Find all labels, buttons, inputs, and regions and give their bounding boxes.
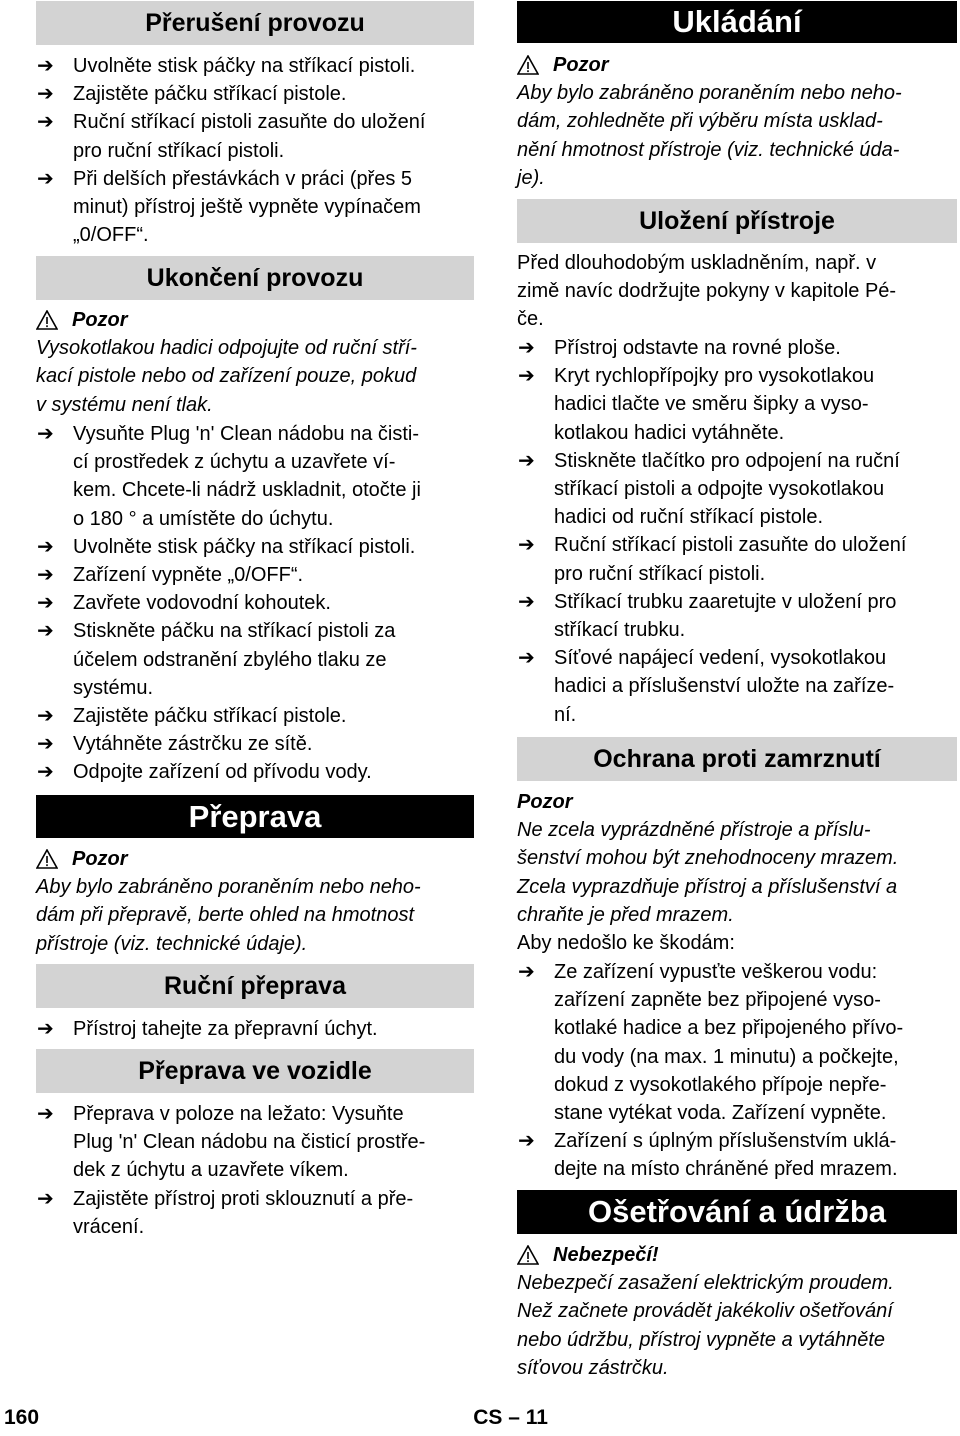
text-line: dokud z vysokotlakého přípoje nepře- (554, 1073, 887, 1096)
text-line: chraňte je před mrazem. (517, 903, 734, 926)
warning-ukladani (517, 51, 957, 192)
text-line: Stiskněte tlačítko pro odpojení na ruční (554, 449, 900, 472)
arrow-right-icon: ➔ (518, 337, 535, 359)
arrow-right-icon: ➔ (37, 111, 54, 134)
warning-text (517, 79, 957, 192)
text-line: du vody (na max. 1 minutu) a počkejte, (554, 1045, 899, 1068)
text-line: stříkací trubku. (554, 619, 686, 642)
list-item (36, 108, 474, 164)
heading-ochrana-proti-zamrznuti: Ochrana proti zamrznutí (517, 737, 957, 781)
heading-preprava-ve-vozidle: Přeprava ve vozidle (36, 1049, 474, 1093)
text-line: kotlakou hadici vytáhněte. (554, 421, 785, 444)
arrow-right-icon: ➔ (518, 961, 535, 983)
list-item (36, 1185, 474, 1241)
arrow-right-icon: ➔ (518, 647, 535, 670)
warning-header (36, 306, 474, 334)
arrow-right-icon: ➔ (37, 535, 54, 558)
text-line: Zavřete vodovodní kohoutek. (73, 592, 331, 615)
text-line: síťovou zástrčku. (517, 1356, 669, 1379)
arrow-right-icon: ➔ (37, 167, 54, 190)
list-preprava-ve-vozidle (36, 1100, 474, 1241)
warning-header (517, 1241, 957, 1269)
text-line: Odpojte zařízení od přívodu vody. (73, 761, 372, 784)
warning-text (517, 1269, 957, 1382)
text-line: če. (517, 308, 544, 331)
arrow-right-icon: ➔ (37, 1103, 54, 1125)
arrow-right-icon: ➔ (37, 423, 54, 445)
text-line: Zajistěte páčku stříkací pistole. (73, 705, 347, 728)
list-item (517, 588, 957, 644)
text-line: je). (517, 166, 545, 189)
arrow-right-icon: ➔ (37, 1187, 54, 1210)
heading-preruseni-provozu: Přerušení provozu (36, 1, 474, 45)
text-line: zimě navíc dodržujte pokyny v kapitole Pé- (517, 280, 897, 303)
text-line: Nebezpečí zasažení elektrickým proudem. (517, 1272, 894, 1295)
text-line: Při delších přestávkách v práci (přes 5 (73, 167, 413, 190)
warning-ochrana-proti-zamrznuti (517, 788, 957, 929)
list-item (517, 362, 957, 447)
text-line: Vysokotlakou hadici odpojujte od ruční stří- (36, 337, 417, 360)
text-line: Vysuňte Plug 'n' Clean nádobu na čisti- (73, 423, 419, 445)
warning-label: Pozor (72, 309, 128, 331)
list-item (36, 758, 474, 786)
text-line: pro ruční stříkací pistoli. (73, 139, 285, 162)
text-line: systému. (73, 676, 154, 699)
text-line: Ruční stříkací pistoli zasuňte do uložení (554, 534, 907, 557)
warning-label: Nebezpečí! (553, 1244, 659, 1266)
page-number: 160 (4, 1406, 40, 1429)
list-item (517, 447, 957, 532)
warning-header (517, 51, 957, 79)
text-line: Aby bylo zabráněno poraněním nebo neho- (517, 82, 902, 105)
warning-triangle-icon (36, 310, 58, 330)
heading-ulozeni-pristroje: Uložení přístroje (517, 199, 957, 243)
list-rucni-preprava (36, 1015, 474, 1043)
warning-triangle-icon (517, 55, 539, 75)
warning-preprava (36, 845, 474, 958)
text-line: kotlaké hadice a bez připojeného přívo- (554, 1017, 904, 1040)
list-item (517, 334, 957, 362)
text-line: dek z úchytu a uzavřete víkem. (73, 1159, 349, 1182)
arrow-right-icon: ➔ (518, 590, 535, 613)
text-line: Vytáhněte zástrčku ze sítě. (73, 733, 313, 756)
arrow-right-icon: ➔ (37, 1018, 54, 1040)
list-item (36, 80, 474, 108)
text-line: Kryt rychlopřípojky pro vysokotlakou (554, 365, 875, 388)
text-line: v systému není tlak. (36, 393, 213, 416)
list-item (517, 958, 957, 1127)
text-line: Zcela vyprazdňuje přístroj a příslušenství a (517, 875, 898, 898)
list-item (36, 702, 474, 730)
text-line: Zařízení vypněte „0/OFF“. (73, 564, 304, 587)
warning-header (36, 845, 474, 873)
list-item (36, 617, 474, 702)
heading-rucni-preprava: Ruční přeprava (36, 964, 474, 1008)
text-line: Stříkací trubku zaaretujte v uložení pro (554, 590, 897, 613)
list-item (36, 420, 474, 533)
text-line: Aby nedošlo ke škodám: (517, 932, 735, 954)
arrow-right-icon: ➔ (37, 733, 54, 756)
list-item (36, 533, 474, 561)
arrow-right-icon: ➔ (37, 564, 54, 587)
warning-label: Pozor (517, 791, 573, 813)
text-line: Ze zařízení vypusťte veškerou vodu: (554, 961, 878, 983)
list-ulozeni-pristroje (517, 334, 957, 729)
heading-preprava: Přeprava (36, 795, 474, 838)
text-line: „0/OFF“. (73, 224, 149, 247)
text-line: dám při přepravě, berte ohled na hmotnost (36, 904, 414, 927)
warning-osetrovani-a-udrzba (517, 1241, 957, 1382)
text-line: Stiskněte páčku na stříkací pistoli za (73, 620, 396, 643)
warning-label: Pozor (72, 848, 128, 870)
text-line: o 180 ° a umístěte do úchytu. (73, 507, 334, 530)
heading-ukonceni-provozu: Ukončení provozu (36, 256, 474, 300)
list-item (36, 165, 474, 250)
list-item (517, 644, 957, 729)
arrow-right-icon: ➔ (37, 705, 54, 728)
text-line: hadici od ruční stříkací pistole. (554, 506, 824, 529)
text-line: Síťové napájecí vedení, vysokotlakou (554, 647, 887, 670)
arrow-right-icon: ➔ (518, 449, 535, 472)
warning-text (36, 334, 474, 419)
warning-triangle-icon (517, 1245, 539, 1265)
text-line: hadici a příslušenství uložte na zaříze- (554, 675, 895, 698)
text-line: kem. Chcete-li nádrž uskladnit, otočte ji (73, 479, 421, 502)
arrow-right-icon: ➔ (518, 1130, 535, 1153)
text-line: Plug 'n' Clean nádobu na čisticí prostře- (73, 1131, 426, 1154)
list-preruseni-provozu (36, 52, 474, 249)
list-item (36, 1015, 474, 1043)
text-line: Než začnete provádět jakékoliv ošetřování (517, 1300, 893, 1323)
text-line: nebo údržbu, přístroj vypněte a vytáhněte (517, 1328, 886, 1351)
text-line: šenství mohou být znehodnoceny mrazem. (517, 847, 899, 870)
page-code: CS – 11 (473, 1406, 548, 1429)
text-line: stříkací pistoli a odpojte vysokotlakou (554, 478, 885, 501)
text-line: Ruční stříkací pistoli zasuňte do uložení (73, 111, 426, 134)
arrow-right-icon: ➔ (37, 55, 54, 77)
text-line: Přeprava v poloze na ležato: Vysuňte (73, 1103, 404, 1125)
text-line: zařízení zapněte bez připojené vyso- (554, 989, 881, 1012)
list-item (36, 1100, 474, 1185)
page-footer (0, 1406, 560, 1436)
text-line: kací pistole nebo od zařízení pouze, pokud (36, 365, 417, 388)
warning-header (517, 788, 957, 816)
text-line: Zajistěte páčku stříkací pistole. (73, 83, 347, 106)
text-line: Přístroj tahejte za přepravní úchyt. (73, 1018, 378, 1040)
text-line: Zajistěte přístroj proti sklouznutí a pře- (73, 1187, 414, 1210)
text-line: nění hmotnost přístroje (viz. technické úda- (517, 138, 900, 161)
text-line: dejte na místo chráněné před mrazem. (554, 1158, 898, 1181)
text-line: přístroje (viz. technické údaje). (36, 932, 308, 955)
list-item (517, 531, 957, 587)
text-line: pro ruční stříkací pistoli. (554, 562, 766, 585)
text-line: Aby bylo zabráněno poraněním nebo neho- (36, 876, 421, 899)
warning-text (36, 873, 474, 958)
text-line: dám, zohledněte při výběru místa usklad- (517, 110, 883, 133)
text-line: Uvolněte stisk páčky na stříkací pistoli. (73, 535, 416, 558)
heading-osetrovani-a-udrzba: Ošetřování a údržba (517, 1190, 957, 1234)
arrow-right-icon: ➔ (37, 83, 54, 106)
arrow-right-icon: ➔ (37, 620, 54, 643)
text-line: účelem odstranění zbylého tlaku ze (73, 648, 387, 671)
text-line: vrácení. (73, 1215, 145, 1238)
text-line: ní. (554, 703, 577, 726)
list-item (36, 52, 474, 80)
warning-ukonceni-provozu (36, 306, 474, 419)
text-line: Uvolněte stisk páčky na stříkací pistoli. (73, 55, 416, 77)
warning-triangle-icon (36, 849, 58, 869)
arrow-right-icon: ➔ (518, 534, 535, 557)
arrow-right-icon: ➔ (37, 761, 54, 784)
arrow-right-icon: ➔ (37, 592, 54, 615)
text-line: Přístroj odstavte na rovné ploše. (554, 337, 841, 359)
text-line: Ne zcela vyprázdněné přístroje a příslu- (517, 819, 871, 842)
warning-text (517, 816, 957, 929)
text-line: hadici tlačte ve směru šipky a vyso- (554, 393, 869, 416)
text-line: cí prostředek z úchytu a uzavřete ví- (73, 451, 396, 474)
text-line: Zařízení s úplným příslušenstvím uklá- (554, 1130, 897, 1153)
list-ukonceni-provozu (36, 420, 474, 787)
text-line: stane vytékat voda. Zařízení vypněte. (554, 1102, 887, 1125)
list-item (36, 561, 474, 589)
list-item (517, 1127, 957, 1183)
list-item (36, 730, 474, 758)
warning-label: Pozor (553, 54, 609, 76)
list-ochrana-proti-zamrznuti (517, 958, 957, 1184)
intro-ulozeni-pristroje (517, 249, 957, 334)
list-item (36, 589, 474, 617)
heading-ukladani: Ukládání (517, 1, 957, 43)
text-line: Před dlouhodobým uskladněním, např. v (517, 252, 877, 274)
text-line: minut) přístroj ještě vypněte vypínačem (73, 196, 421, 219)
intro-ochrana-proti-zamrznuti (517, 929, 957, 957)
arrow-right-icon: ➔ (518, 365, 535, 388)
